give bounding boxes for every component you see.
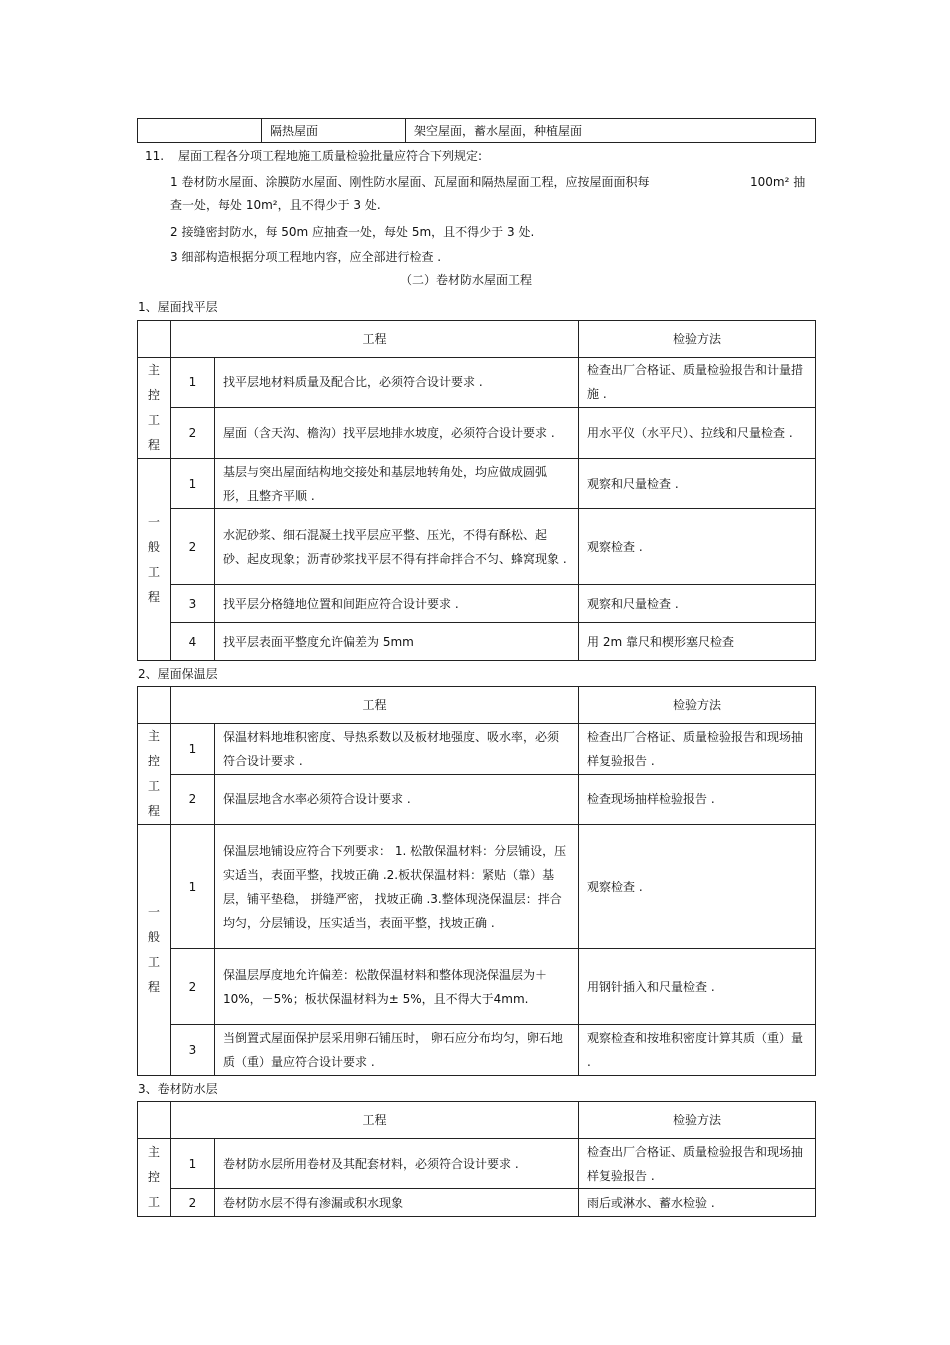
header-method: 检验方法 bbox=[579, 321, 816, 358]
clause-11-item1-c: 查一处，每处 10m²，且不得少于 3 处. bbox=[170, 198, 381, 212]
general-label: 一般工程 bbox=[138, 825, 171, 1076]
row-method: 观察检查和按堆积密度计算其质（重）量 . bbox=[579, 1025, 816, 1076]
row-item: 找平层分格缝地位置和间距应符合设计要求 . bbox=[215, 585, 579, 623]
section-2-title: 2、屋面保温层 bbox=[138, 667, 218, 681]
row-no: 1 bbox=[171, 825, 215, 949]
row-item: 保温层厚度地允许偏差：松散保温材料和整体现浇保温层为＋ 10%，－5%；板状保温材料为± 5%，且不得大于4mm. bbox=[215, 949, 579, 1025]
row-item: 卷材防水层所用卷材及其配套材料，必须符合设计要求 . bbox=[215, 1139, 579, 1189]
row-method: 检查出厂合格证、质量检验报告和计量措施 . bbox=[579, 358, 816, 408]
section-3-table bbox=[137, 1101, 816, 1217]
row-method: 用 2m 靠尺和楔形塞尺检查 bbox=[579, 623, 816, 661]
clause-11-text: 屋面工程各分项工程地施工质量检验批量应符合下列规定: bbox=[178, 149, 483, 163]
row-method: 观察和尺量检查 . bbox=[579, 585, 816, 623]
header-project: 工程 bbox=[171, 321, 579, 358]
row-no: 1 bbox=[171, 459, 215, 509]
header-method: 检验方法 bbox=[579, 1102, 816, 1139]
row-method: 检查现场抽样检验报告 . bbox=[579, 774, 816, 825]
row-item: 保温材料地堆积密度、导热系数以及板材地强度、吸水率，必须符合设计要求 . bbox=[215, 724, 579, 775]
main-control-label: 主控工程 bbox=[138, 724, 171, 825]
row-no: 1 bbox=[171, 724, 215, 775]
clause-11-item3: 3 细部构造根据分项工程地内容，应全部进行检查 . bbox=[170, 250, 442, 264]
header-method: 检验方法 bbox=[579, 687, 816, 724]
header-project: 工程 bbox=[171, 1102, 579, 1139]
chapter-title: （二）卷材防水屋面工程 bbox=[400, 273, 533, 287]
row-no: 2 bbox=[171, 1189, 215, 1217]
main-control-label: 主控工 bbox=[138, 1139, 171, 1217]
header-blank bbox=[138, 687, 171, 724]
row-no: 2 bbox=[171, 509, 215, 585]
row-item: 当倒置式屋面保护层采用卵石铺压时， 卵石应分布均匀，卵石地质（重）量应符合设计要求 . bbox=[215, 1025, 579, 1076]
row-method: 检查出厂合格证、质量检验报告和现场抽样复验报告 . bbox=[579, 724, 816, 775]
row-item: 屋面（含天沟、檐沟）找平层地排水坡度，必须符合设计要求 . bbox=[215, 407, 579, 458]
header-project: 工程 bbox=[171, 687, 579, 724]
row-no: 2 bbox=[171, 774, 215, 825]
row-method: 观察检查 . bbox=[579, 509, 816, 585]
clause-11-item2: 2 接缝密封防水，每 50m 应抽查一处，每处 5m，且不得少于 3 处. bbox=[170, 225, 535, 239]
header-blank bbox=[138, 321, 171, 358]
row-no: 1 bbox=[171, 1139, 215, 1189]
row-method: 用钢针插入和尺量检查 . bbox=[579, 949, 816, 1025]
row-method: 观察检查 . bbox=[579, 825, 816, 949]
row-no: 4 bbox=[171, 623, 215, 661]
top-cell-desc: 架空屋面，蓄水屋面，种植屋面 bbox=[406, 119, 816, 143]
row-item: 找平层地材料质量及配合比，必须符合设计要求 . bbox=[215, 358, 579, 408]
row-method: 雨后或淋水、蓄水检验 . bbox=[579, 1189, 816, 1217]
row-item: 保温层地含水率必须符合设计要求 . bbox=[215, 774, 579, 825]
row-no: 3 bbox=[171, 585, 215, 623]
main-control-label: 主控工程 bbox=[138, 358, 171, 459]
row-no: 2 bbox=[171, 949, 215, 1025]
top-continuation-table bbox=[137, 118, 816, 143]
clause-11-num: 11. bbox=[145, 149, 165, 163]
row-method: 观察和尺量检查 . bbox=[579, 459, 816, 509]
row-method: 检查出厂合格证、质量检验报告和现场抽样复验报告 . bbox=[579, 1139, 816, 1189]
row-no: 1 bbox=[171, 358, 215, 408]
section-2-table bbox=[137, 686, 816, 1076]
clause-11-item1-a: 1 卷材防水屋面、涂膜防水屋面、刚性防水屋面、瓦屋面和隔热屋面工程，应按屋面面积每 bbox=[170, 175, 650, 189]
row-item: 保温层地铺设应符合下列要求： 1. 松散保温材料：分层铺设，压实适当，表面平整，找坡正确 .2.板状保温材料：紧贴（靠）基层，铺平垫稳， 拼缝严密， 找坡正确 .3.整体现浇保温层：拌合均匀，分层铺设，压实适当，表面平整，找坡正确 . bbox=[215, 825, 579, 949]
row-no: 3 bbox=[171, 1025, 215, 1076]
top-cell-empty bbox=[138, 119, 262, 143]
clause-11-item1-b: 100m² 抽 bbox=[750, 175, 806, 189]
header-blank bbox=[138, 1102, 171, 1139]
section-1-title: 1、屋面找平层 bbox=[138, 300, 218, 314]
row-item: 找平层表面平整度允许偏差为 5mm bbox=[215, 623, 579, 661]
top-cell-type: 隔热屋面 bbox=[262, 119, 406, 143]
row-item: 水泥砂浆、细石混凝土找平层应平整、压光，不得有酥松、起砂、起皮现象；沥青砂浆找平层不得有拌命拌合不匀、蜂窝现象 . bbox=[215, 509, 579, 585]
row-item: 卷材防水层不得有渗漏或积水现象 bbox=[215, 1189, 579, 1217]
section-3-title: 3、卷材防水层 bbox=[138, 1082, 218, 1096]
row-no: 2 bbox=[171, 407, 215, 458]
row-method: 用水平仪（水平尺）、拉线和尺量检查 . bbox=[579, 407, 816, 458]
row-item: 基层与突出屋面结构地交接处和基层地转角处，均应做成圆弧形，且整齐平顺 . bbox=[215, 459, 579, 509]
section-1-table bbox=[137, 320, 816, 661]
general-label: 一般工程 bbox=[138, 459, 171, 661]
